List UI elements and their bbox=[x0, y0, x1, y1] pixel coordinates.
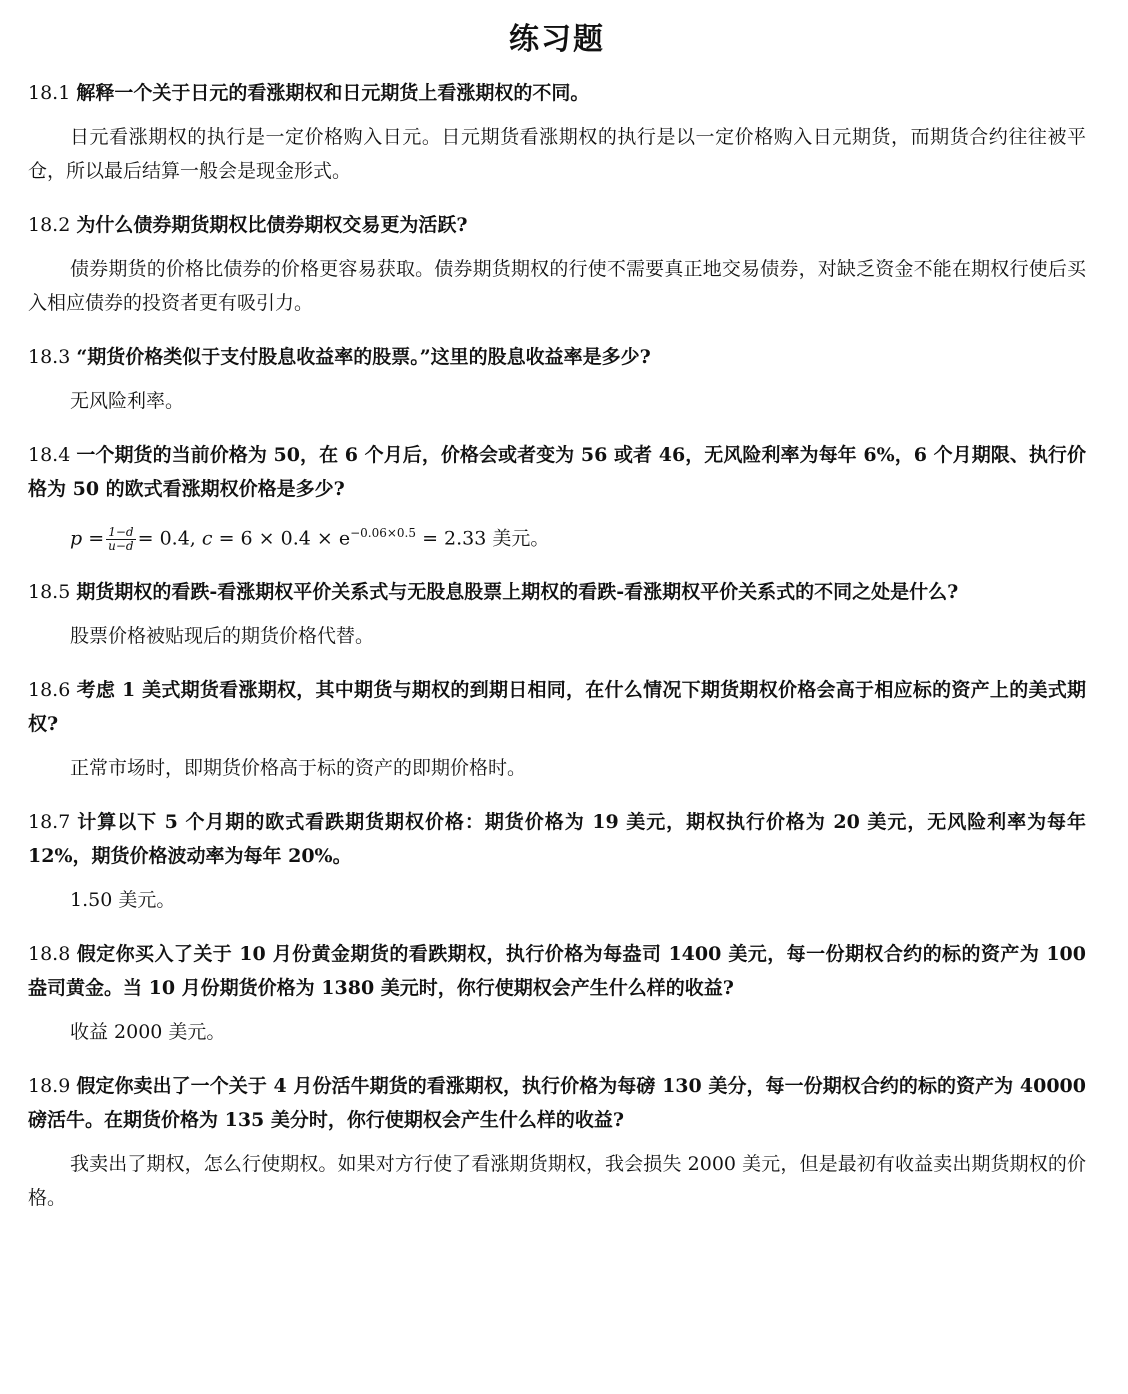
question-number: 18.4 bbox=[28, 444, 71, 466]
question-text: 为什么债券期货期权比债券期权交易更为活跃? bbox=[76, 214, 468, 236]
question-text: 计算以下 5 个月期的欧式看跌期货期权价格：期货价格为 19 美元，期权执行价格为 20 美元，无风险利率为每年 12%，期货价格波动率为每年 20%。 bbox=[28, 811, 1086, 868]
question bbox=[28, 76, 1086, 110]
formula-unit: 美元。 bbox=[492, 527, 550, 550]
exercise-18-4 bbox=[28, 438, 1086, 555]
formula-fraction bbox=[106, 526, 135, 553]
formula-c-expression: = 6 × 0.4 × e bbox=[218, 527, 351, 550]
document-page bbox=[28, 18, 1086, 1215]
exercise-18-5 bbox=[28, 575, 1086, 653]
formula-equals: = bbox=[88, 527, 105, 550]
question-text: 假定你卖出了一个关于 4 月份活牛期货的看涨期权，执行价格为每磅 130 美分，每一份期权合约的标的资产为 40000 磅活牛。在期货价格为 135 美分时，你行使期权会产生什么样的收益? bbox=[28, 1075, 1086, 1132]
question-number: 18.3 bbox=[28, 346, 71, 368]
answer-formula bbox=[28, 516, 1086, 555]
question-text: 假定你买入了关于 10 月份黄金期货的看跌期权，执行价格为每盎司 1400 美元，每一份期权合约的标的资产为 100 盎司黄金。当 10 月份期货价格为 1380 美元时，你行使期权会产生什么样的收益? bbox=[28, 943, 1086, 1000]
question bbox=[28, 438, 1086, 506]
question-number: 18.1 bbox=[28, 82, 71, 104]
fraction-numerator: 1−d bbox=[106, 526, 135, 540]
answer: 我卖出了期权，怎么行使期权。如果对方行使了看涨期货期权，我会损失 2000 美元，但是最初有收益卖出期货期权的价格。 bbox=[28, 1153, 1086, 1210]
exercise-18-3 bbox=[28, 340, 1086, 418]
exercise-18-9 bbox=[28, 1069, 1086, 1215]
question bbox=[28, 208, 1086, 242]
question-text: 期货期权的看跌-看涨期权平价关系式与无股息股票上期权的看跌-看涨期权平价关系式的不同之处是什么? bbox=[76, 581, 959, 604]
answer: 1.50 美元。 bbox=[70, 889, 176, 912]
answer: 收益 2000 美元。 bbox=[70, 1021, 226, 1044]
formula-c: c bbox=[201, 527, 213, 550]
question bbox=[28, 805, 1086, 873]
question-text: “期货价格类似于支付股息收益率的股票。”这里的股息收益率是多少? bbox=[76, 346, 651, 368]
exercise-18-8 bbox=[28, 937, 1086, 1049]
question-number: 18.2 bbox=[28, 214, 71, 236]
formula-result: = 2.33 bbox=[422, 527, 487, 550]
formula-p-value: = 0.4, bbox=[137, 527, 196, 550]
exercise-18-1 bbox=[28, 76, 1086, 188]
question-number: 18.7 bbox=[28, 811, 71, 834]
formula-p: p bbox=[70, 527, 83, 550]
question bbox=[28, 937, 1086, 1005]
question bbox=[28, 575, 1086, 609]
question-text: 解释一个关于日元的看涨期权和日元期货上看涨期权的不同。 bbox=[76, 82, 590, 104]
answer: 正常市场时，即期货价格高于标的资产的即期价格时。 bbox=[70, 757, 527, 780]
question-number: 18.6 bbox=[28, 679, 71, 702]
answer: 债券期货的价格比债券的价格更容易获取。债券期货期权的行使不需要真正地交易债券，对缺乏资金不能在期权行使后买入相应债券的投资者更有吸引力。 bbox=[28, 258, 1086, 314]
page-title: 练习题 bbox=[509, 22, 605, 57]
question-number: 18.9 bbox=[28, 1075, 71, 1098]
question bbox=[28, 1069, 1086, 1137]
question-text: 一个期货的当前价格为 50，在 6 个月后，价格会或者变为 56 或者 46，无风险利率为每年 6%，6 个月期限、执行价格为 50 的欧式看涨期权价格是多少? bbox=[28, 444, 1086, 500]
answer: 股票价格被贴现后的期货价格代替。 bbox=[70, 625, 375, 648]
question bbox=[28, 673, 1086, 741]
question bbox=[28, 340, 1086, 374]
question-number: 18.8 bbox=[28, 943, 71, 966]
exercise-18-2 bbox=[28, 208, 1086, 320]
fraction-denominator: u−d bbox=[108, 538, 134, 553]
answer: 日元看涨期权的执行是一定价格购入日元。日元期货看涨期权的执行是以一定价格购入日元期货，而期货合约往往被平仓，所以最后结算一般会是现金形式。 bbox=[28, 126, 1086, 182]
answer: 无风险利率。 bbox=[70, 390, 185, 412]
question-text: 考虑 1 美式期货看涨期权，其中期货与期权的到期日相同，在什么情况下期货期权价格会高于相应标的资产上的美式期权? bbox=[28, 679, 1086, 736]
question-number: 18.5 bbox=[28, 581, 71, 604]
exercise-18-6 bbox=[28, 673, 1086, 785]
formula-exponent: −0.06×0.5 bbox=[350, 526, 417, 540]
exercise-18-7 bbox=[28, 805, 1086, 917]
